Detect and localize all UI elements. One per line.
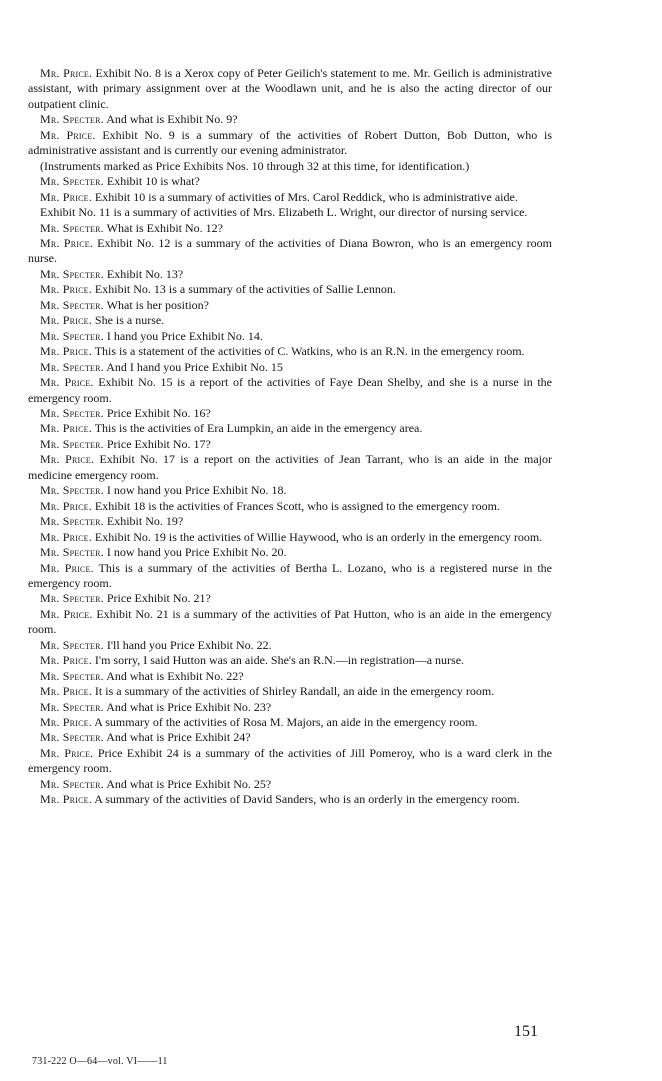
speaker-name: Mr. Specter. [40, 359, 104, 374]
testimony-text [28, 66, 552, 808]
paragraph-text: She is a nurse. [94, 313, 165, 328]
testimony-paragraph [28, 499, 552, 514]
paragraph-text: What is her position? [106, 297, 209, 312]
testimony-paragraph [28, 684, 552, 699]
paragraph-text: Exhibit 18 is the activities of Frances Scott, who is assigned to the emergency room. [94, 498, 500, 513]
paragraph-text: And what is Price Exhibit No. 25? [106, 776, 272, 791]
testimony-paragraph [28, 329, 552, 344]
paragraph-text: Exhibit No. 17 is a report on the activities of Jean Tarrant, who is an aide in the major medicine emergency room. [28, 452, 553, 482]
speaker-name: Mr. Specter. [40, 436, 104, 451]
testimony-paragraph [28, 792, 552, 807]
paragraph-text: This is a summary of the activities of Bertha L. Lozano, who is a registered nurse in the emergency room. [28, 560, 552, 590]
paragraph-text: And what is Price Exhibit 24? [106, 730, 251, 745]
paragraph-text: Exhibit 10 is a summary of activities of Mrs. Carol Reddick, who is administrative aide. [94, 189, 518, 204]
speaker-name: Mr. Specter. [40, 328, 104, 343]
print-code: 731-222 O—64—vol. VI——11 [32, 1056, 168, 1067]
paragraph-text: Exhibit No. 21 is a summary of the activities of Pat Hutton, who is an aide in the emergency room. [28, 606, 552, 637]
speaker-name: Mr. Specter. [40, 483, 104, 498]
paragraph-text: Exhibit No. 9 is a summary of the activities of Robert Dutton, Bob Dutton, who is administrative assistant and is currently our evening administrator. [28, 127, 553, 158]
testimony-paragraph [28, 112, 552, 127]
speaker-name: Mr. Price. [40, 235, 94, 250]
speaker-name: Mr. Specter. [40, 514, 104, 529]
speaker-name: Mr. Price. [40, 66, 93, 80]
testimony-paragraph [28, 730, 552, 745]
speaker-name: Mr. Specter. [40, 591, 104, 606]
paragraph-text: Exhibit No. 12 is a summary of the activities of Diana Bowron, who is an emergency room nurse. [28, 235, 553, 266]
speaker-name: Mr. Specter. [40, 405, 104, 420]
testimony-paragraph [28, 298, 552, 313]
paragraph-text: Price Exhibit 24 is a summary of the activities of Jill Pomeroy, who is a ward clerk in the emergency room. [28, 745, 553, 776]
paragraph-text: I hand you Price Exhibit No. 14. [106, 328, 263, 343]
testimony-paragraph [28, 452, 552, 483]
paragraph-text: A summary of the activities of Rosa M. Majors, an aide in the emergency room. [94, 715, 478, 730]
paragraph-text: Exhibit No. 8 is a Xerox copy of Peter Geilich's statement to me. Mr. Geilich is administrative assistant, with primary assignment over at the Woodlawn unit, and he is also the acting director of our outpatient clinic. [28, 66, 553, 111]
speaker-name: Mr. Price. [40, 452, 95, 467]
testimony-paragraph [28, 360, 552, 375]
testimony-paragraph [28, 221, 552, 236]
paragraph-text: And what is Exhibit No. 9? [106, 112, 238, 127]
testimony-paragraph [28, 591, 552, 606]
paragraph-text: I'm sorry, I said Hutton was an aide. She's an R.N.—in registration—a nurse. [94, 653, 465, 668]
testimony-paragraph [28, 669, 552, 684]
paragraph-text: I now hand you Price Exhibit No. 18. [106, 483, 287, 498]
paragraph-text: I'll hand you Price Exhibit No. 22. [106, 637, 272, 652]
paragraph-text: Price Exhibit No. 21? [106, 591, 211, 606]
testimony-paragraph [28, 313, 552, 328]
paragraph-text: Price Exhibit No. 16? [106, 405, 211, 420]
speaker-name: Mr. Price. [40, 745, 94, 760]
speaker-name: Mr. Price. [40, 684, 92, 699]
speaker-name: Mr. Price. [40, 792, 92, 807]
speaker-name: Mr. Price. [40, 189, 92, 204]
speaker-name: Mr. Price. [40, 421, 92, 436]
speaker-name: Mr. Price. [40, 529, 92, 544]
paragraph-text: I now hand you Price Exhibit No. 20. [106, 545, 287, 560]
speaker-name: Mr. Specter. [40, 112, 104, 127]
testimony-paragraph [28, 128, 552, 159]
paragraph-text: Exhibit No. 13 is a summary of the activities of Sallie Lennon. [94, 282, 396, 297]
speaker-name: Mr. Price. [40, 375, 94, 390]
speaker-name: Mr. Specter. [40, 174, 104, 189]
testimony-paragraph [28, 653, 552, 668]
speaker-name: Mr. Specter. [40, 776, 104, 791]
speaker-name: Mr. Specter. [40, 637, 104, 652]
testimony-paragraph [28, 561, 552, 592]
paragraph-text: Exhibit No. 19? [106, 514, 184, 529]
paragraph-text: Exhibit No. 11 is a summary of activities of Mrs. Elizabeth L. Wright, our director of nursing service. [40, 205, 528, 220]
speaker-name: Mr. Specter. [40, 699, 104, 714]
page-number: 151 [514, 1023, 538, 1040]
speaker-name: Mr. Price. [40, 715, 92, 730]
paragraph-text: This is the activities of Era Lumpkin, an aide in the emergency area. [94, 421, 423, 436]
testimony-paragraph [28, 530, 552, 545]
testimony-paragraph [28, 267, 552, 282]
testimony-paragraph [28, 375, 552, 406]
testimony-paragraph [28, 545, 552, 560]
testimony-paragraph [28, 421, 552, 436]
testimony-paragraph [28, 715, 552, 730]
paragraph-text: Exhibit No. 13? [106, 266, 184, 281]
testimony-paragraph [28, 190, 552, 205]
paragraph-text: What is Exhibit No. 12? [106, 220, 223, 235]
paragraph-text: It is a summary of the activities of Shirley Randall, an aide in the emergency room. [94, 684, 495, 699]
speaker-name: Mr. Price. [40, 560, 94, 575]
testimony-paragraph [28, 205, 552, 220]
speaker-name: Mr. Price. [40, 282, 92, 297]
speaker-name: Mr. Specter. [40, 266, 104, 281]
testimony-paragraph [28, 638, 552, 653]
speaker-name: Mr. Price. [40, 313, 92, 328]
testimony-paragraph [28, 514, 552, 529]
paragraph-text: Exhibit No. 19 is the activities of Willie Haywood, who is an orderly in the emergency room. [94, 529, 543, 544]
speaker-name: Mr. Specter. [40, 730, 104, 745]
speaker-name: Mr. Price. [40, 127, 96, 142]
testimony-paragraph [28, 777, 552, 792]
paragraph-text: Exhibit No. 15 is a report of the activities of Faye Dean Shelby, and she is a nurse in the emergency room. [28, 375, 553, 405]
paragraph-text: (Instruments marked as Price Exhibits Nos. 10 through 32 at this time, for identification.) [40, 158, 470, 173]
testimony-paragraph [28, 437, 552, 452]
testimony-paragraph [28, 406, 552, 421]
speaker-name: Mr. Specter. [40, 668, 104, 683]
testimony-paragraph [28, 483, 552, 498]
paragraph-text: A summary of the activities of David Sanders, who is an orderly in the emergency room. [94, 792, 520, 807]
paragraph-text: This is a statement of the activities of C. Watkins, who is an R.N. in the emergency room. [94, 344, 525, 359]
testimony-paragraph [28, 174, 552, 189]
paragraph-text: And I hand you Price Exhibit No. 15 [106, 359, 283, 374]
testimony-paragraph [28, 700, 552, 715]
speaker-name: Mr. Price. [40, 606, 93, 621]
testimony-paragraph [28, 282, 552, 297]
testimony-paragraph [28, 746, 552, 777]
speaker-name: Mr. Price. [40, 344, 92, 359]
speaker-name: Mr. Price. [40, 498, 92, 513]
speaker-name: Mr. Price. [40, 653, 92, 668]
speaker-name: Mr. Specter. [40, 297, 104, 312]
testimony-paragraph [28, 236, 552, 267]
testimony-paragraph [28, 344, 552, 359]
paragraph-text: Exhibit 10 is what? [106, 174, 200, 189]
speaker-name: Mr. Specter. [40, 220, 104, 235]
paragraph-text: Price Exhibit No. 17? [106, 436, 211, 451]
testimony-paragraph [28, 159, 552, 174]
testimony-paragraph [28, 607, 552, 638]
paragraph-text: And what is Price Exhibit No. 23? [106, 699, 272, 714]
paragraph-text: And what is Exhibit No. 22? [106, 668, 244, 683]
speaker-name: Mr. Specter. [40, 545, 104, 560]
testimony-paragraph [28, 66, 552, 112]
